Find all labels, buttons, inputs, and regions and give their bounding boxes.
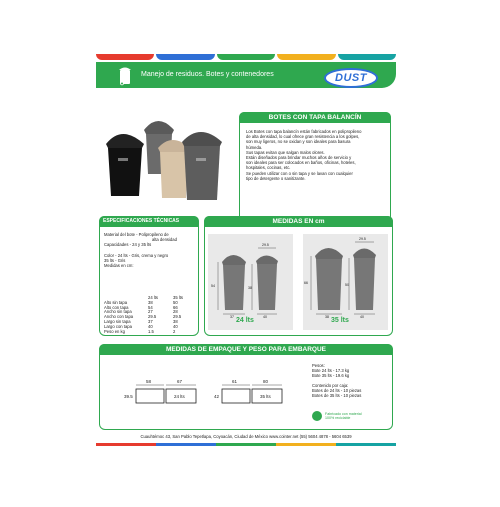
svg-text:80: 80 [263, 379, 269, 384]
packing-info: Pesos: Bote 24 lts - 17.3 kg Bote 35 lts - 19.6 kg Contenido por caja: Botes de 24 lts - 10 piezas Botes de 35 lts - 10 piezas [312, 363, 362, 399]
bottom-color-bar [96, 443, 396, 446]
svg-text:66: 66 [304, 281, 308, 285]
table-row: Alto sin tapa 38 50 [104, 299, 178, 305]
svg-text:50: 50 [345, 283, 349, 287]
bins-photo [100, 114, 230, 204]
measures-box [204, 216, 393, 336]
svg-text:61: 61 [232, 379, 238, 384]
table-row: Alto con tapa 54 66 [104, 304, 178, 310]
table-row: Peso en kg 1.5 2 [104, 328, 176, 334]
svg-text:40: 40 [263, 315, 267, 319]
svg-text:37: 37 [230, 315, 234, 319]
svg-text:39.5: 39.5 [124, 394, 133, 399]
svg-text:38: 38 [248, 286, 252, 290]
svg-text:29.5: 29.5 [359, 237, 366, 241]
svg-text:58: 58 [146, 379, 152, 384]
top-color-bar [96, 54, 396, 60]
svg-text:54: 54 [211, 284, 215, 288]
measures-35-panel [303, 234, 388, 330]
measures-24-panel [208, 234, 293, 330]
svg-text:24 lts: 24 lts [174, 394, 185, 399]
recycle-icon [312, 411, 322, 421]
footer-address: Cuauhtémoc 43, San Pablo Tepetlapa, Coyoacán, Ciudad de México www.cointer.net (55) 5604 4878 - 5604 6539 [140, 434, 352, 439]
specs-table [104, 296, 198, 334]
trash-bin-icon [118, 66, 132, 85]
specs-text: Material del bote - Polipropileno de alta densidad Capacidades - 24 y 35 lts Color - 24 lts - Gris, crema y negro 35 lts - Gris Medidas en cm: [104, 232, 177, 269]
table-row: Largo sin tapa 37 38 [104, 318, 178, 324]
description-box [239, 112, 391, 222]
svg-text:35 lts: 35 lts [260, 394, 271, 399]
table-row: Largo con tapa 40 40 [104, 323, 178, 329]
table-row: Ancho sin tapa 27 28 [104, 309, 178, 315]
description-text: Los Botes con tapa balancín están fabricados en polipropileno de alta densidad, lo cual ofrece gran resistencia a los golpes, son muy ligeros, no se oxidan y son ideales para basura húmeda. Sus tapas evitan que salgan malos olores. Están diseñados para brindar muchos años de servicio y son ideales para ser colocados en baños, oficinas, hoteles, hospitales, cocinas, etc. Se pueden utilizar con o sin tapa y se lavan con cualquier tipo de detergente o sanitizante. [246, 129, 362, 181]
packing-box [99, 344, 393, 430]
measures-35-label: 35 lts [331, 317, 349, 324]
product-sheet [96, 54, 396, 450]
measures-title: MEDIDAS EN cm [204, 216, 393, 227]
svg-text:40: 40 [360, 315, 364, 319]
svg-text:42: 42 [214, 394, 220, 399]
dust-logo [324, 68, 378, 88]
svg-text:29.5: 29.5 [262, 243, 269, 247]
packing-diagram [124, 365, 310, 425]
svg-text:67: 67 [177, 379, 183, 384]
header-title: Manejo de residuos. Botes y contenedores [141, 71, 274, 78]
packing-title: MEDIDAS DE EMPAQUE Y PESO PARA EMBARQUE [99, 344, 393, 355]
dust-logo-text: DUST [335, 72, 367, 84]
table-row: 24 lts 35 lts [148, 295, 184, 300]
description-title: BOTES CON TAPA BALANCÍN [239, 112, 391, 123]
table-row: Ancho con tapa 29.5 29.5 [104, 314, 182, 320]
measures-24-label: 24 lts [236, 317, 254, 324]
svg-text:38: 38 [325, 315, 329, 319]
specs-box [99, 216, 199, 336]
recycle-note: Fabricado con material 100% reciclable [312, 411, 392, 421]
specs-title: ESPECIFICACIONES TÉCNICAS [99, 216, 199, 227]
